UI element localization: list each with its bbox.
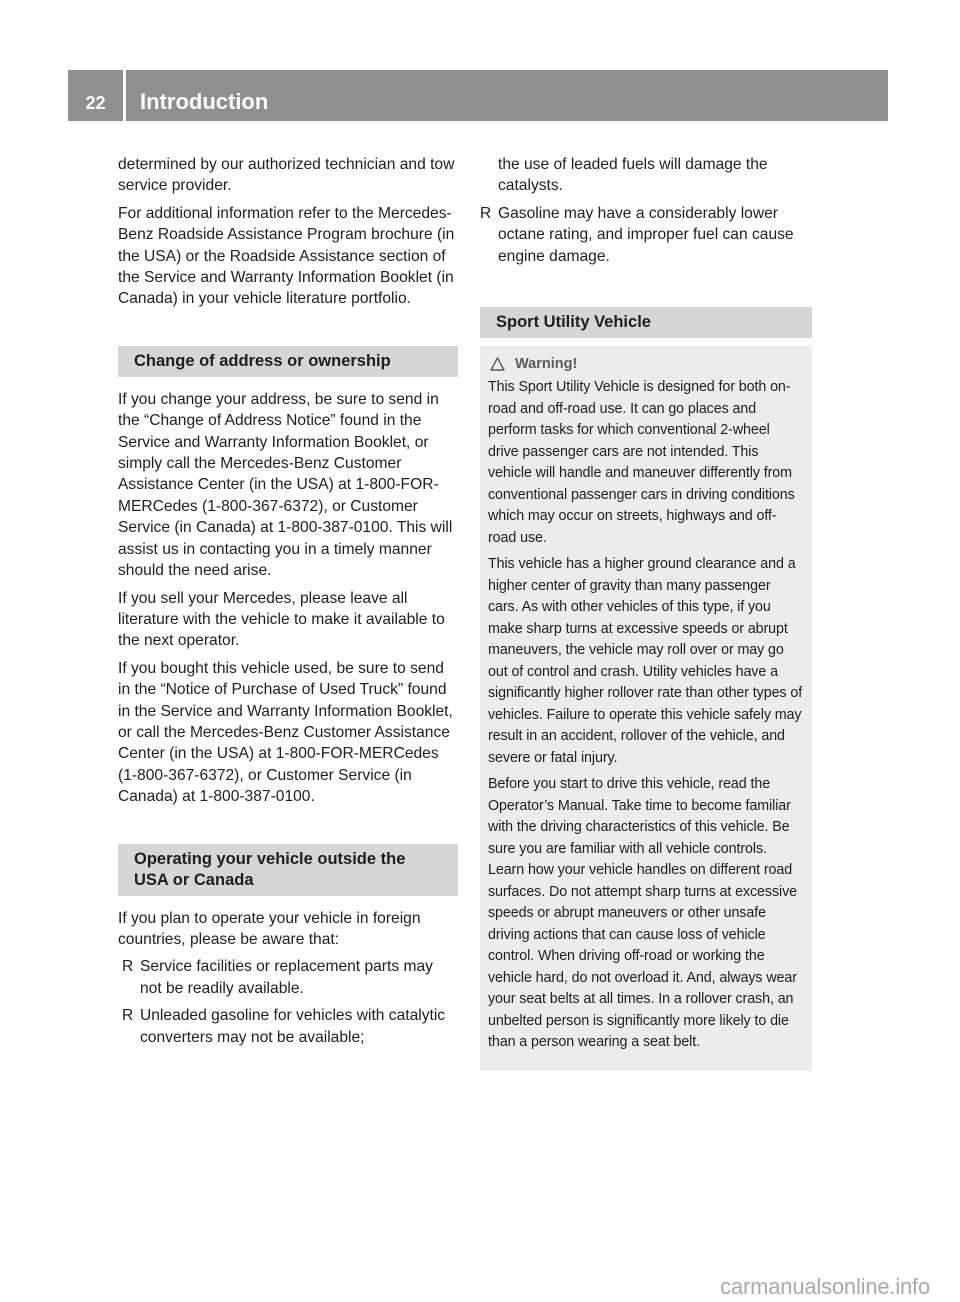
bullet-marker: R bbox=[480, 204, 492, 222]
paragraph: If you bought this vehicle used, be sure to send in the “Notice of Purchase of Used Truck” found in the Service and Warranty Information Booklet, or call the Mercedes-Benz Customer Assistance Center (in the USA) at 1-800-FOR-MERCedes (1-800-367-6372), or Customer Service (in Canada) at 1-800-387-0100. bbox=[118, 659, 453, 806]
paragraph: For additional information refer to the Mercedes-Benz Roadside Assistance Program brochure (in the USA) or the Roadside Assistance section of the Service and Warranty Information Booklet (in Canada) in your vehicle literature portfolio. bbox=[118, 204, 455, 308]
list-item: R Service facilities or replacement parts may not be readily available. bbox=[122, 958, 433, 997]
right-column bbox=[480, 154, 812, 1071]
list-item-continued: the use of leaded fuels will damage the catalysts. bbox=[498, 156, 768, 195]
bullet-marker: R bbox=[122, 1007, 134, 1025]
paragraph: determined by our authorized technician and tow service provider. bbox=[118, 156, 455, 195]
paragraph: If you sell your Mercedes, please leave all literature with the vehicle to make it available to the next operator. bbox=[118, 589, 445, 650]
section-heading-change-of-address: Change of address or ownership bbox=[118, 346, 458, 377]
watermark: carmanualsonline.info bbox=[720, 1274, 930, 1299]
warning-paragraph: Before you start to drive this vehicle, read the Operator’s Manual. Take time to become familiar with the driving characteristics of this vehicle. Be sure you are familiar with all vehicle controls. Learn how your vehicle handles on different road surfaces. Do not attempt sharp turns at excessive speeds or abrupt maneuvers or other unsafe driving actions that can cause loss of vehicle control. When driving off-road or working the vehicle hard, do not overload it. And, always wear your seat belts at all times. In a rollover crash, an unbelted person is significantly more likely to die than a person wearing a seat belt. bbox=[488, 776, 797, 1051]
list-item: R Unleaded gasoline for vehicles with catalytic converters may not be available; bbox=[122, 1007, 446, 1046]
warning-triangle-icon bbox=[490, 357, 505, 371]
left-column bbox=[118, 154, 458, 1054]
bullet-marker: R bbox=[122, 958, 134, 976]
chapter-title: Introduction bbox=[140, 89, 269, 114]
list-item: R Gasoline may have a considerably lower octane rating, and improper fuel can cause engine damage. bbox=[480, 204, 794, 265]
paragraph: If you change your address, be sure to send in the “Change of Address Notice” found in the Service and Warranty Information Booklet, or simply call the Mercedes-Benz Customer Assistance Center (in the USA) at 1-800-FOR-MERCedes (1-800-367-6372), or Customer Service (in Canada) at 1-800-387-0100. This will assist us in contacting you in a timely manner should the need arise. bbox=[118, 390, 453, 580]
paragraph: If you plan to operate your vehicle in foreign countries, please be aware that: bbox=[118, 909, 421, 948]
warning-box bbox=[480, 346, 812, 1071]
section-heading-sport-utility-vehicle: Sport Utility Vehicle bbox=[480, 307, 812, 338]
warning-paragraph: This Sport Utility Vehicle is designed for both on-road and off-road use. It can go places and perform tasks for which conventional 2-wheel drive passenger cars are not intended. This vehicle will handle and maneuver differently from conventional passenger cars in driving conditions which may occur on streets, highways and off-road use. bbox=[488, 379, 795, 546]
warning-paragraph: This vehicle has a higher ground clearance and a higher center of gravity than many passenger cars. As with other vehicles of this type, if you make sharp turns at excessive speeds or abrupt maneuvers, the vehicle may roll over or may go out of control and crash. Utility vehicles have a significantly higher rollover rate than other types of vehicles. Failure to operate this vehicle safely may result in an accident, rollover of the vehicle, and severe or fatal injury. bbox=[488, 556, 803, 766]
page-number: 22 bbox=[68, 70, 126, 121]
warning-title: Warning! bbox=[490, 356, 804, 372]
section-heading-operating-outside: Operating your vehicle outside the USA or Canada bbox=[118, 844, 458, 896]
